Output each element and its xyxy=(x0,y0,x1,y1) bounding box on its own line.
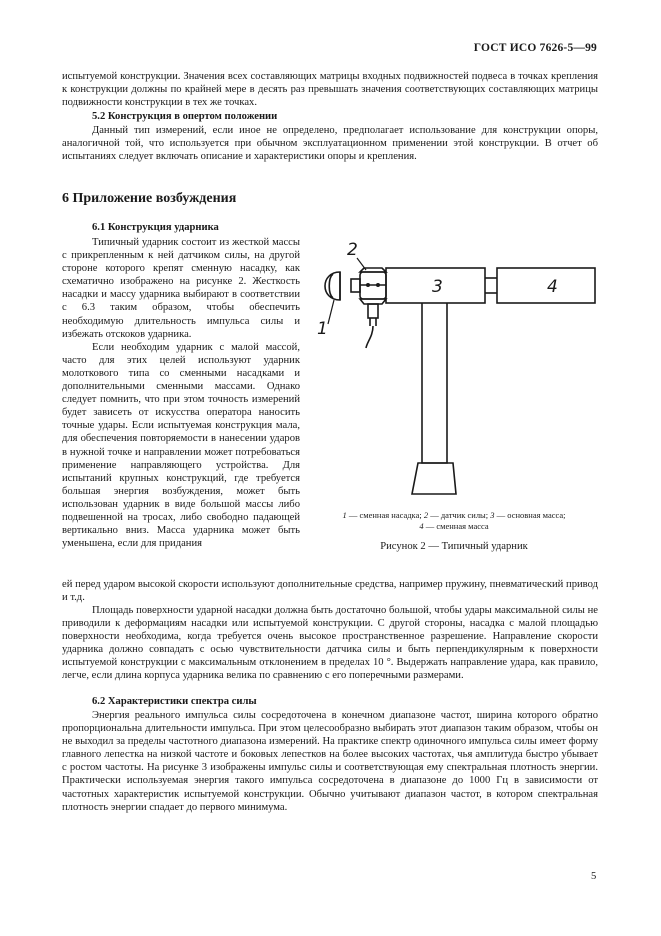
legend-text-4: — сменная масса xyxy=(423,520,489,531)
handle-shape xyxy=(422,303,447,463)
label-1: 1 xyxy=(317,319,328,339)
legend-text-3: — основная масса; xyxy=(494,510,566,520)
stud-shape xyxy=(351,279,360,292)
replaceable-mass-shape xyxy=(497,268,595,303)
figure-legend xyxy=(306,510,602,531)
figure-2-impactor xyxy=(306,236,602,511)
label-4: 4 xyxy=(547,277,558,297)
legend-num-4: 4 xyxy=(419,520,424,531)
legend-text-1: — сменная насадка; xyxy=(346,510,424,520)
section-6-1-heading: 6.1 Конструкция ударника xyxy=(92,222,219,233)
legend-num-1: 1 xyxy=(342,510,347,520)
grip-shape xyxy=(412,463,456,494)
impactor-drawing xyxy=(306,236,602,511)
legend-num-3: 3 xyxy=(490,510,495,520)
section-6-1-paragraph-2: Если необходим ударник с малой массой, часто для этих целей используют ударник молоткового типа со сменными насадками и дополнительными сменными массами. Однако следует помнить, что при этом точность измерений будет зависеть от искусства оператора наносить точные удары. Если испытуемая конструкция мала, для обеспечения повторяемости в нанесении ударов в нужной точке и направлении может потребоваться применение направляющего устройства. Для испытаний крупных конструкций, где требуется большая энергия возбуждения, может быть использован ударник в виде большой массы либо подвешенной на тросах, либо свободно падающей вертикально вниз. Масса ударника может быть уменьшена, если для придания xyxy=(62,341,300,550)
section-6-1-column xyxy=(62,236,300,550)
section-6-heading: 6 Приложение возбуждения xyxy=(62,191,237,206)
section-6-1-paragraph-1: Типичный ударник состоит из жесткой массы с прикрепленным к ней датчиком силы, на другой стороне которого крепят сменную насадку, как схематично изображено на рисунке 2. Жесткость насадки и массу ударника выбирают в соответствии с 6.3 таким образом, чтобы обеспечить необходимую длительность импульса силы и избежать отскоков ударника. xyxy=(62,237,300,340)
section-5-2-heading: 5.2 Конструкция в опертом положении xyxy=(92,111,278,122)
page-number: 5 xyxy=(591,871,597,882)
figure-caption: Рисунок 2 — Типичный ударник xyxy=(380,541,528,552)
label-2: 2 xyxy=(347,240,358,260)
section-6-2-heading: 6.2 Характеристики спектра силы xyxy=(92,696,257,707)
section-6-2-paragraph: Энергия реального импульса силы сосредоточена в конечном диапазоне частот, ширина которого обратно пропорциональна длительности импульса. При этом целесообразно выбирать этот диапазон таким образом, чтобы он не выходил за пределы частотного диапазона измерений. На практике спектр одиночного импульса силы имеет форму главного лепестка на низкой частоте и боковых лепестков на более высоких частотах, чья амплитуда быстро убывает с ростом частоты. На рисунке 3 изображены импульс силы и соответствующая ему спектральная плотность энергии. Практически используемая энергия такого импульса сосредоточена в диапазоне до 1000 Гц в зависимости от частотных характеристик испытуемой конструкции. Обычно учитывают диапазон частот, в котором спектральная плотность энергии спадает до первого минимума. xyxy=(62,710,598,813)
document-header: ГОСТ ИСО 7626-5—99 xyxy=(473,42,597,54)
section-6-1-paragraph-2-continued: ей перед ударом высокой скорости используют дополнительные средства, например пружину, пневматический привод и т.д. xyxy=(62,579,598,604)
section-6-1-paragraph-3: Площадь поверхности ударной насадки должна быть достаточно большой, чтобы удары максимальной силы не приводили к деформациям насадки или испытуемой конструкции. С другой стороны, насадка с малой площадью поверхности необходима, когда требуется очень высокое пространственное разрешение. Направление скорости ударника должно совпадать с осью чувствительности датчика силы и быть перпендикулярным к поверхности испытуемой конструкции с максимальным отклонением в пределах 10 °. Выдержать направление удара, как правило, легче, если длина корпуса ударника велика по сравнению с его поперечными размерами. xyxy=(62,605,598,682)
replaceable-tip-shape xyxy=(325,272,340,300)
intro-paragraph: испытуемой конструкции. Значения всех составляющих матрицы входных подвижностей подвеса в точках крепления к конструкции должны по крайней мере в десять раз превышать значения соответствующих составляющих матрицы подвижности конструкции в тех же точках. xyxy=(62,71,598,109)
legend-num-2: 2 xyxy=(423,510,429,520)
section-5-2-paragraph: Данный тип измерений, если иное не определено, предполагает использование для конструкции опоры, аналогичной той, что используется при обычном эксплуатационном применении этой конструкции. В отчет об испытаниях следует включать описание и характеристики опоры и крепления. xyxy=(62,125,598,163)
label-3: 3 xyxy=(432,277,443,297)
legend-text-2: — датчик силы; xyxy=(428,510,491,520)
